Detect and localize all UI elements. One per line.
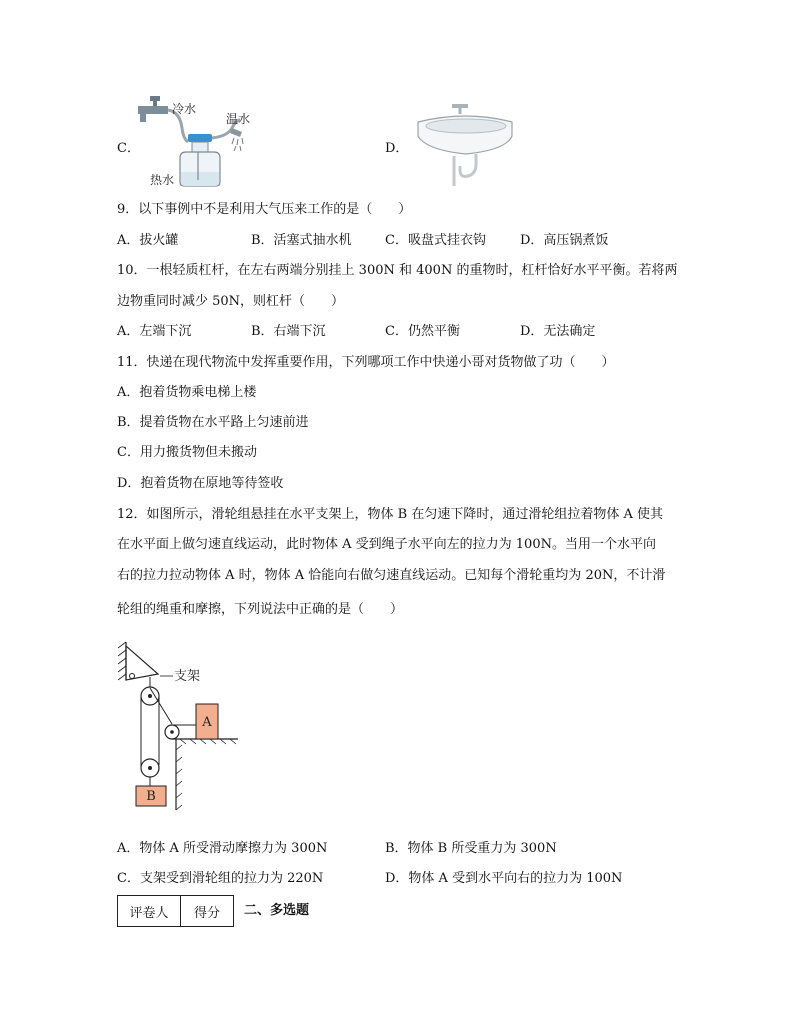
q11-stem: 11．快递在现代物流中发挥重要作用，下列哪项工作中快递小哥对货物做了功（ ） xyxy=(117,355,615,370)
q11-option-d: D．抱着货物在原地等待签收 xyxy=(117,476,284,491)
q9-option-c: C．吸盘式挂衣钩 xyxy=(385,233,486,248)
q10-option-c: C．仍然平衡 xyxy=(385,324,460,339)
water-heater-figure xyxy=(134,92,259,192)
label-hot: 热水 xyxy=(150,173,175,187)
q12-stem-line2: 在水平面上做匀速直线运动，此时物体 A 受到绳子水平向左的拉力为 100N。当用一个水平向 xyxy=(117,537,656,552)
shower-head-icon xyxy=(230,128,242,137)
q9-option-b: B．活塞式抽水机 xyxy=(251,233,352,248)
q12-option-b: B．物体 B 所受重力为 300N xyxy=(385,841,557,856)
label-bracket: 支架 xyxy=(174,669,201,684)
q10-option-d: D．无法确定 xyxy=(520,324,596,339)
q9-stem: 9．以下事例中不是利用大气压来工作的是（ ） xyxy=(117,202,412,217)
q12-stem-line4: 轮组的绳重和摩擦，下列说法中正确的是（ ） xyxy=(117,602,404,617)
tap-icon xyxy=(452,104,468,108)
q11-option-a: A．抱着货物乘电梯上楼 xyxy=(117,385,257,400)
q10-option-b: B．右端下沉 xyxy=(251,324,326,339)
label-b: B xyxy=(146,789,156,804)
label-a: A xyxy=(202,715,212,730)
score-box xyxy=(117,895,234,927)
q12-option-d: D．物体 A 受到水平向右的拉力为 100N xyxy=(385,871,623,886)
connector xyxy=(188,134,212,142)
label-warm: 温水 xyxy=(226,112,251,126)
q9-option-a: A．拔火罐 xyxy=(117,233,179,248)
q10-option-a: A．左端下沉 xyxy=(117,324,192,339)
faucet-icon xyxy=(138,106,168,114)
q11-option-b: B．提着货物在水平路上匀速前进 xyxy=(117,415,309,430)
q11-option-c: C．用力搬货物但未搬动 xyxy=(117,445,257,460)
q10-stem-line1: 10．一根轻质杠杆，在左右两端分别挂上 300N 和 400N 的重物时，杠杆恰好水平平衡。若将两 xyxy=(117,263,678,278)
section-title: 二、多选题 xyxy=(244,903,310,918)
q12-option-a: A．物体 A 所受滑动摩擦力为 300N xyxy=(117,841,328,856)
q12-stem-line3: 右的拉力拉动物体 A 时，物体 A 恰能向右做匀速直线运动。已知每个滑轮重均为 20N，不计滑 xyxy=(117,568,666,583)
drain-pipe-icon xyxy=(460,154,476,176)
score-box-reviewer: 评卷人 xyxy=(118,896,181,927)
q12-option-c: C．支架受到滑轮组的拉力为 220N xyxy=(117,871,324,886)
q8-option-c-letter: C． xyxy=(117,141,140,156)
pulley-system-figure xyxy=(116,640,246,816)
q12-stem-line1: 12．如图所示，滑轮组悬挂在水平支架上，物体 B 在匀速下降时，通过滑轮组拉着物体 A 使其 xyxy=(117,507,664,522)
score-box-score: 得分 xyxy=(181,896,234,927)
q8-option-d-letter: D． xyxy=(385,141,409,156)
q9-option-d: D．高压锅煮饭 xyxy=(520,233,609,248)
label-cold: 冷水 xyxy=(172,102,197,116)
sink-figure xyxy=(416,100,516,192)
q10-stem-line2: 边物重同时减少 50N，则杠杆（ ） xyxy=(117,294,345,309)
